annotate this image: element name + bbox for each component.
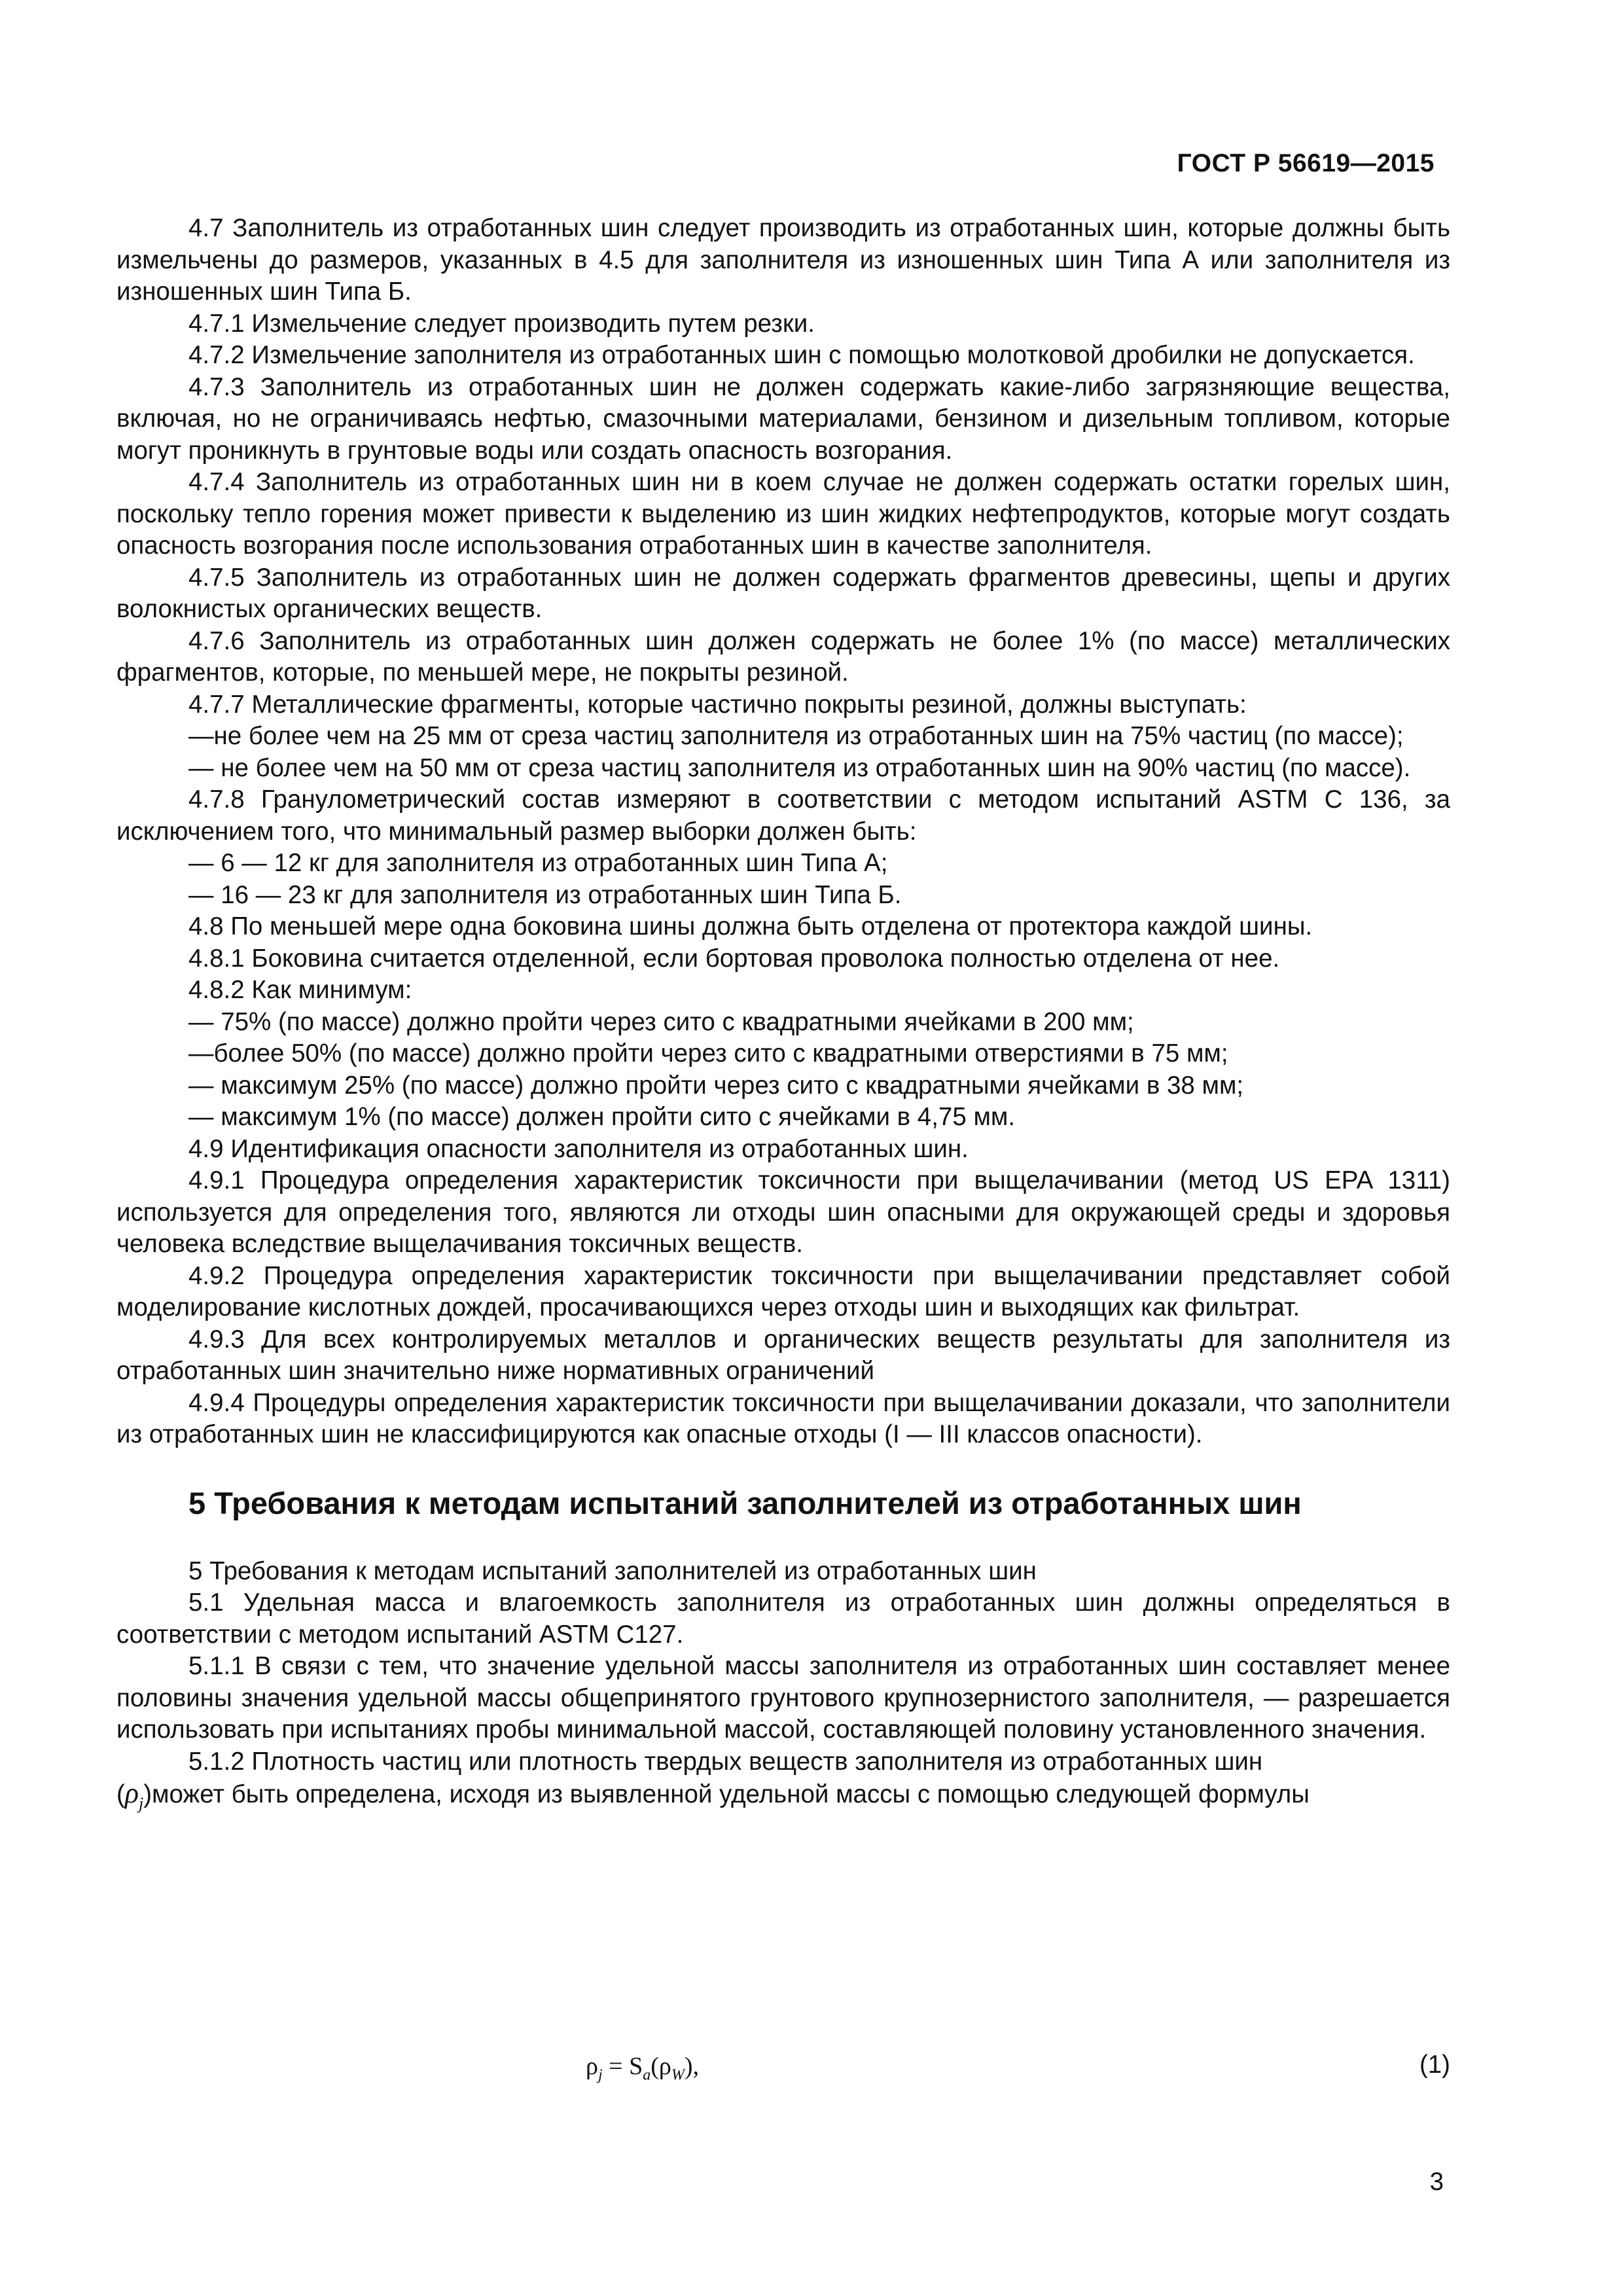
paragraph: 4.8.2 Как минимум: [188, 976, 412, 1004]
paragraph: 4.7.5 Заполнитель из отработанных шин не должен содержать фрагментов древесины, щепы и других волокнистых органических веществ. [116, 563, 1450, 623]
paragraph-5-1-2-continued [116, 1778, 1450, 1820]
paragraph: — максимум 1% (по массе) должен пройти сито с ячейками в 4,75 мм. [188, 1103, 1016, 1131]
paragraph: 4.7.7 Металлические фрагменты, которые частично покрыты резиной, должны выступать: [188, 690, 1247, 719]
section-5-title: 5 Требования к методам испытаний заполнителей из отработанных шин [188, 1485, 1302, 1520]
paragraph-rest: )может быть определена, исходя из выявленной удельной массы с помощью следующей формулы [143, 1780, 1310, 1808]
paragraph: 4.7.1 Измельчение следует производить путем резки. [188, 309, 815, 338]
paragraph: 5 Требования к методам испытаний заполнителей из отработанных шин [188, 1556, 1037, 1585]
paragraph: 4.7.2 Измельчение заполнителя из отработанных шин с помощью молотковой дробилки не допускается. [188, 341, 1415, 369]
paragraphs-after-section [116, 1556, 1450, 1778]
paragraph: 4.7.3 Заполнитель из отработанных шин не должен содержать какие-либо загрязняющие вещества, включая, но не ограничиваясь нефтью, смазочными материалами, бензином и дизельным топливом, которые могут проникнуть в грунтовые воды или создать опасность возгорания. [116, 372, 1450, 465]
paragraphs-before-section [116, 213, 1450, 1451]
paragraph: 4.9 Идентификация опасности заполнителя из отработанных шин. [188, 1134, 969, 1163]
open-paren: ( [116, 1780, 125, 1808]
paragraph: 4.8.1 Боковина считается отделенной, если бортовая проволока полностью отделена от нее. [188, 944, 1280, 973]
paragraph: —не более чем на 25 мм от среза частиц заполнителя из отработанных шин на 75% частиц (по массе); [188, 722, 1404, 750]
paragraph: 5.1.1 В связи с тем, что значение удельной массы заполнителя из отработанных шин составляет менее половины значения удельной массы общепринятого грунтового крупнозернистого заполнителя, — разрешается использовать при испытаниях пробы минимальной массой, составляющей половину установленного значения. [116, 1652, 1450, 1744]
paragraph: 4.7.8 Гранулометрический состав измеряют в соответствии с методом испытаний ASTM C 136, за исключением того, что минимальный размер выборки должен быть: [116, 785, 1450, 846]
paragraph: 4.9.3 Для всех контролируемых металлов и органических веществ результаты для заполнителя из отработанных шин значительно ниже нормативных ограничений [116, 1325, 1450, 1385]
document-code-header: ГОСТ Р 56619—2015 [1177, 149, 1435, 177]
paragraph: 5.1 Удельная масса и влагоемкость заполнителя из отработанных шин должны определяться в соответствии с методом испытаний ASTM C127. [116, 1588, 1450, 1649]
paragraph: —более 50% (по массе) должно пройти через сито с квадратными отверстиями в 75 мм; [188, 1039, 1228, 1067]
paragraph: 4.9.2 Процедура определения характеристик токсичности при выщелачивании представляет собой моделирование кислотных дождей, просачивающихся через отходы шин и выходящих как фильтрат. [116, 1261, 1450, 1321]
paragraph: 5.1.2 Плотность частиц или плотность твердых веществ заполнителя из отработанных шин [188, 1747, 1263, 1776]
paragraph: 4.7 Заполнитель из отработанных шин следует производить из отработанных шин, которые должны быть измельчены до размеров, указанных в 4.5 для заполнителя из изношенных шин Типа А или заполнителя из изношенных шин Типа Б. [116, 214, 1450, 306]
paragraph: 4.9.4 Процедуры определения характеристик токсичности при выщелачивании доказали, что заполнители из отработанных шин не классифицируются как опасные отходы (I — III классов опасности). [116, 1388, 1450, 1448]
paragraph: — максимум 25% (по массе) должно пройти через сито с квадратными ячейками в 38 мм; [188, 1071, 1244, 1100]
paragraph: 4.7.4 Заполнитель из отработанных шин ни в коем случае не должен содержать остатки горелых шин, поскольку тепло горения может привести к выделению из шин жидких нефтепродуктов, которые могут создать опасность возгорания после использования отработанных шин в качестве заполнителя. [116, 468, 1450, 560]
rho-j-symbol: $\rho_j$ [124, 1777, 144, 1813]
paragraph: — 6 — 12 кг для заполнителя из отработанных шин Типа А; [188, 849, 888, 877]
paragraph: 4.8 По меньшей мере одна боковина шины должна быть отделена от протектора каждой шины. [188, 912, 1313, 941]
paragraph: — не более чем на 50 мм от среза частиц заполнителя из отработанных шин на 90% частиц (по массе). [188, 753, 1411, 782]
formula-1: $\rho_j = S_a(\rho_W)$, [586, 2053, 699, 2084]
paragraph: 4.7.6 Заполнитель из отработанных шин должен содержать не более 1% (по массе) металлических фрагментов, которые, по меньшей мере, не покрыты резиной. [116, 626, 1450, 687]
page-number: 3 [1429, 2168, 1444, 2196]
formula-number: (1) [1419, 2051, 1450, 2079]
paragraph: — 75% (по массе) должно пройти через сито с квадратными ячейками в 200 мм; [188, 1007, 1134, 1036]
body-text [116, 213, 1450, 1820]
paragraph: — 16 — 23 кг для заполнителя из отработанных шин Типа Б. [188, 880, 902, 909]
paragraph: 4.9.1 Процедура определения характеристик токсичности при выщелачивании (метод US EPA 1311) используется для определения того, являются ли отходы шин опасными для окружающей среды и здоровья человека вследствие выщелачивания токсичных веществ. [116, 1166, 1450, 1258]
